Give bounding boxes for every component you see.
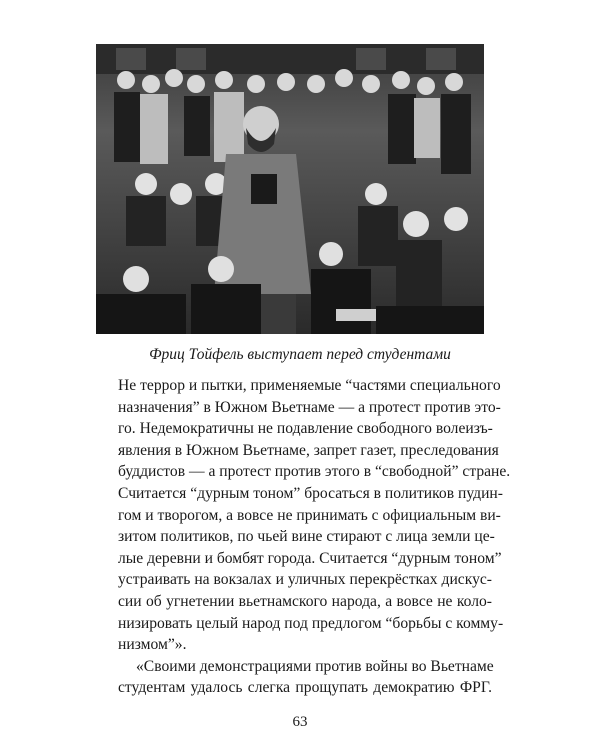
body-text — [118, 375, 511, 699]
page-number: 63 — [292, 714, 308, 730]
text-line: назначения” в Южном Вьетнаме — а протест против это- — [118, 398, 501, 416]
paragraph-1 — [118, 375, 511, 656]
text-line: «Своими демонстрациями против войны во Вьетнаме — [136, 657, 494, 675]
text-line: лые деревни и бомбят города. Считается “дурным тоном” — [118, 549, 502, 567]
text-line: низмом”». — [118, 636, 187, 654]
text-line: Не террор и пытки, применяемые “частями специального — [118, 377, 501, 394]
text-line: устраивать на вокзалах и уличных перекрёстках дискус- — [118, 571, 492, 589]
photo-caption: Фриц Тойфель выступает перед студентами — [149, 346, 451, 363]
crowd-photo-illustration — [96, 44, 484, 334]
text-line: Считается “дурным тоном” бросаться в политиков пудин- — [118, 484, 503, 502]
text-line: сии об угнетении вьетнамского народа, а вовсе не коло- — [118, 592, 492, 610]
photo — [96, 44, 484, 334]
text-line: явления в Южном Вьетнаме, запрет газет, преследования — [118, 441, 499, 459]
text-line: гом и творогом, а вовсе не принимать с официальным ви- — [118, 506, 501, 524]
text-line: студентам удалось слегка прощупать демократию ФРГ. — [118, 679, 492, 697]
text-line: низировать целый народ под предлогом “борьбы с комму- — [118, 614, 504, 632]
paragraph-2 — [118, 656, 492, 699]
text-line: го. Недемократичны не подавление свободного волеизъ- — [118, 420, 493, 438]
text-line: буддистов — а протест против этого в “свободной” стране. — [118, 463, 511, 481]
text-line: зитом политиков, по чьей вине стирают с лица земли це- — [118, 528, 495, 546]
